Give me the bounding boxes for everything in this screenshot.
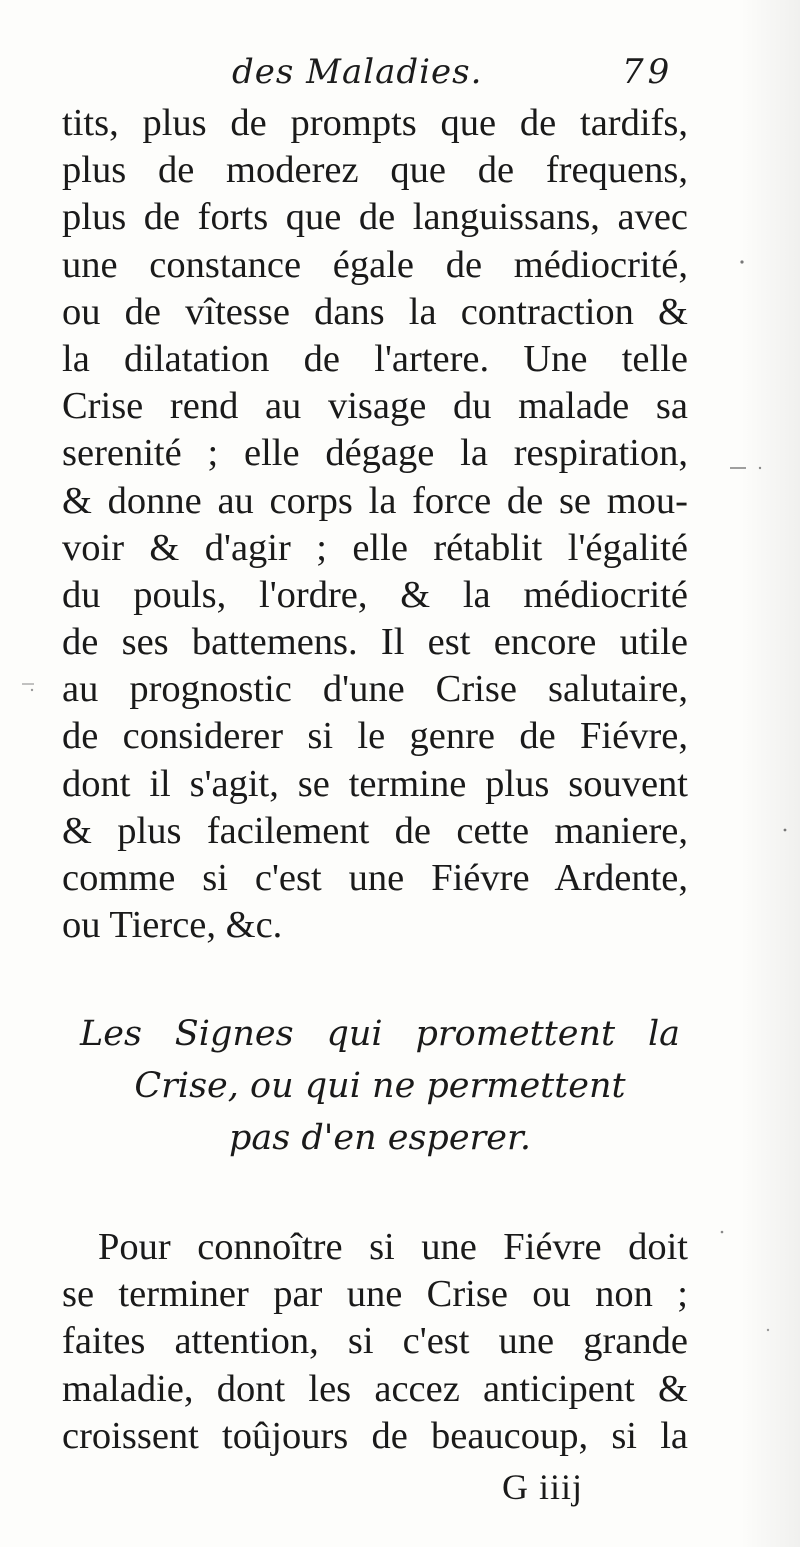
running-head: des Maladies. [232, 52, 483, 92]
heading-line: pas d'en esperer. [228, 1118, 531, 1158]
text-line: de considerer si le genre de Fiévre, [62, 715, 688, 758]
text-line: au prognostic d'une Crise salutaire, [62, 668, 688, 711]
text-line: la dilatation de l'artere. Une telle [62, 337, 688, 380]
signature-mark: G iiij [502, 1467, 584, 1507]
text-line: faites attention, si c'est une grande [62, 1320, 688, 1363]
text-line: ou de vîtesse dans la contraction & [62, 290, 688, 333]
section-heading [80, 1008, 680, 1164]
text-line: de ses battemens. Il est encore utile [62, 621, 688, 664]
text-line: du pouls, l'ordre, & la médiocrité [62, 573, 688, 616]
text-line: maladie, dont les accez anticipent & [62, 1367, 688, 1410]
text-line: Crise rend au visage du malade sa [62, 385, 688, 428]
text-line: ou Tierce, &c. [62, 904, 283, 947]
text-line: une constance égale de médiocrité, [62, 243, 688, 286]
text-line: comme si c'est une Fiévre Ardente, [62, 857, 688, 899]
heading-line: Les Signes qui promettent la [80, 1014, 680, 1054]
heading-line: Crise, ou qui ne permettent [134, 1066, 626, 1106]
text-line: plus de moderez que de frequens, [62, 149, 688, 192]
paragraph-2 [62, 1224, 688, 1460]
text-line: voir & d'agir ; elle rétablit l'égalité [62, 526, 688, 569]
text-line: tits, plus de prompts que de tardifs, [62, 102, 688, 144]
page-number: 79 [622, 52, 674, 92]
paragraph-1 [62, 100, 688, 949]
text-line: se terminer par une Crise ou non ; [62, 1273, 688, 1316]
text-line: & plus facilement de cette maniere, [62, 809, 688, 852]
text-line: dont il s'agit, se termine plus souvent [62, 762, 688, 805]
text-line: serenité ; elle dégage la respiration, [62, 432, 688, 475]
text-line: Pour connoître si une Fiévre doit [98, 1226, 688, 1268]
text-line: & donne au corps la force de se mou- [62, 479, 688, 522]
text-line: plus de forts que de languissans, avec [62, 196, 688, 239]
text-line: croissent toûjours de beaucoup, si la [62, 1414, 688, 1457]
page-edge-shadow [740, 0, 800, 1547]
